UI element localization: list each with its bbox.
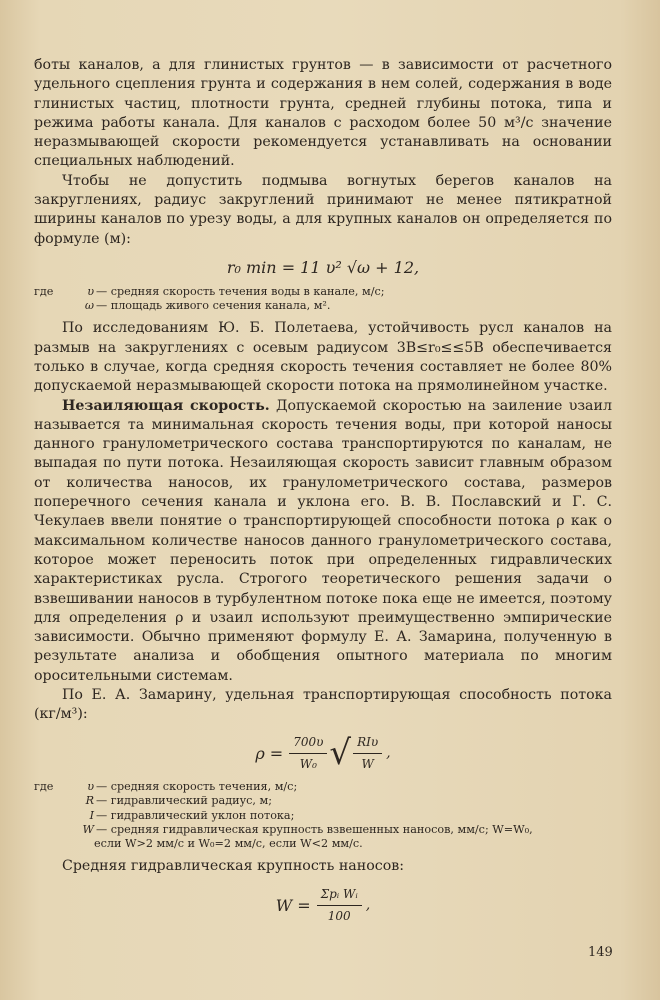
legend-2: [34, 780, 612, 851]
section-heading: Незаиляющая скорость.: [62, 397, 270, 414]
text-column: [34, 56, 612, 932]
legend-text: — площадь живого сечения канала, м².: [96, 299, 331, 313]
legend-symbol: I: [89, 808, 94, 822]
formula-transport: [34, 733, 612, 775]
formula-fraction: [289, 733, 327, 775]
legend-row: [34, 299, 612, 313]
legend-row: [34, 794, 612, 808]
paragraph-3: По исследованиям Ю. Б. Полетаева, устойчивость русл каналов на размыв на закруглениях с осевым радиусом 3B≤r₀≤≤5B обеспечивается только в случае, когда средняя скорость течения составляет не более 80% допускаемой неразмывающей скорости потока на прямолинейном участке.: [34, 320, 612, 395]
legend-row: [34, 823, 612, 837]
legend-row: [34, 809, 612, 823]
fraction-numerator: RIυ: [353, 733, 382, 754]
formula-lhs: ρ =: [255, 743, 284, 763]
formula-root-fraction: [353, 733, 382, 775]
fraction-denominator: W₀: [299, 756, 317, 771]
fraction-numerator: Σpᵢ Wᵢ: [317, 885, 362, 906]
legend-label: где: [34, 780, 54, 794]
legend-text: — гидравлический радиус, м;: [96, 794, 272, 808]
legend-row: [34, 780, 612, 794]
legend-label: [34, 794, 76, 808]
paragraph-4-body: Допускаемой скоростью на заиление υзаил называется та минимальная скорость течения воды, при которой наносы данного гранулометрического состава транспортируются по каналам, не выпадая по пути потока. Незаиляющая скорость зависит главным образом от количества наносов, их гранулометрического состава, размеров поперечного сечения канала и уклона его. В. В. Пославский и Г. С. Чекулаев ввели понятие о транспортирующей способности потока ρ как о максимальном количестве наносов данного гранулометрического состава, которое может переносить поток при определенных гидравлических характеристиках русла. Строгого теоретического решения задачи о взвешивании наносов в турбулентном потоке пока еще не имеется, поэтому для определения ρ и υзаил используют преимущественно эмпирические зависимости. Обычно применяют формулу Е. А. Замарина, полученную в результате анализа и обобщения опытного материала по многим оросительными системам.: [34, 397, 612, 684]
legend-symbol: R: [85, 794, 94, 808]
formula-radius: r₀ min = 11 υ² √ω + 12,: [226, 257, 420, 277]
paragraph-4: [34, 397, 612, 686]
page-number: 149: [588, 945, 613, 960]
legend-symbol: W: [82, 822, 94, 836]
formula-comma: ,: [386, 744, 391, 761]
formula-comma: ,: [365, 896, 371, 913]
legend-label: [34, 299, 76, 313]
legend-text: — средняя скорость течения, м/с;: [96, 780, 298, 794]
paragraph-6: Средняя гидравлическая крупность наносов:: [62, 858, 405, 875]
legend-label: [34, 809, 76, 823]
paragraph-1: боты каналов, а для глинистых грунтов — в зависимости от расчетного удельного сцепления грунта и содержания в нем солей, содержания в воде глинистых частиц, плотности грунта, средней глубины потока, типа и режима работы канала. Для каналов с расходом более 50 м³/с значение неразмывающей скорости рекомендуется устанавливать на основании специальных наблюдений.: [34, 57, 612, 170]
legend-label: [34, 823, 76, 837]
legend-text: — средняя гидравлическая крупность взвешенных наносов, мм/с; W=W₀,: [96, 822, 533, 836]
formula-lhs: W =: [275, 895, 311, 915]
legend-1: [34, 285, 612, 313]
legend-text: — средняя скорость течения воды в канале, м/с;: [96, 284, 385, 298]
legend-symbol: ω: [84, 299, 94, 313]
legend-symbol: υ: [87, 780, 94, 794]
legend-label: где: [34, 284, 54, 298]
legend-text: — гидравлический уклон потока;: [96, 808, 295, 822]
formula-fraction: [317, 885, 362, 927]
paragraph-2: Чтобы не допустить подмыва вогнутых берегов каналов на закруглениях, радиус закруглений принимают не менее пятикратной ширины каналов по урезу воды, а для крупных каналов он определяется по формуле (м):: [34, 172, 612, 247]
legend-symbol: υ: [87, 284, 94, 298]
sqrt-icon: √: [329, 733, 352, 774]
fraction-denominator: W: [361, 756, 374, 771]
paragraph-5: По Е. А. Замарину, удельная транспортирующая способность потока (кг/м³):: [34, 687, 612, 723]
fraction-denominator: 100: [327, 908, 351, 923]
legend-continuation: если W>2 мм/с и W₀=2 мм/с, если W<2 мм/с.: [94, 837, 363, 851]
formula-hydraulic-size: [34, 885, 612, 927]
fraction-numerator: 700υ: [289, 733, 327, 754]
legend-row: [34, 285, 612, 299]
